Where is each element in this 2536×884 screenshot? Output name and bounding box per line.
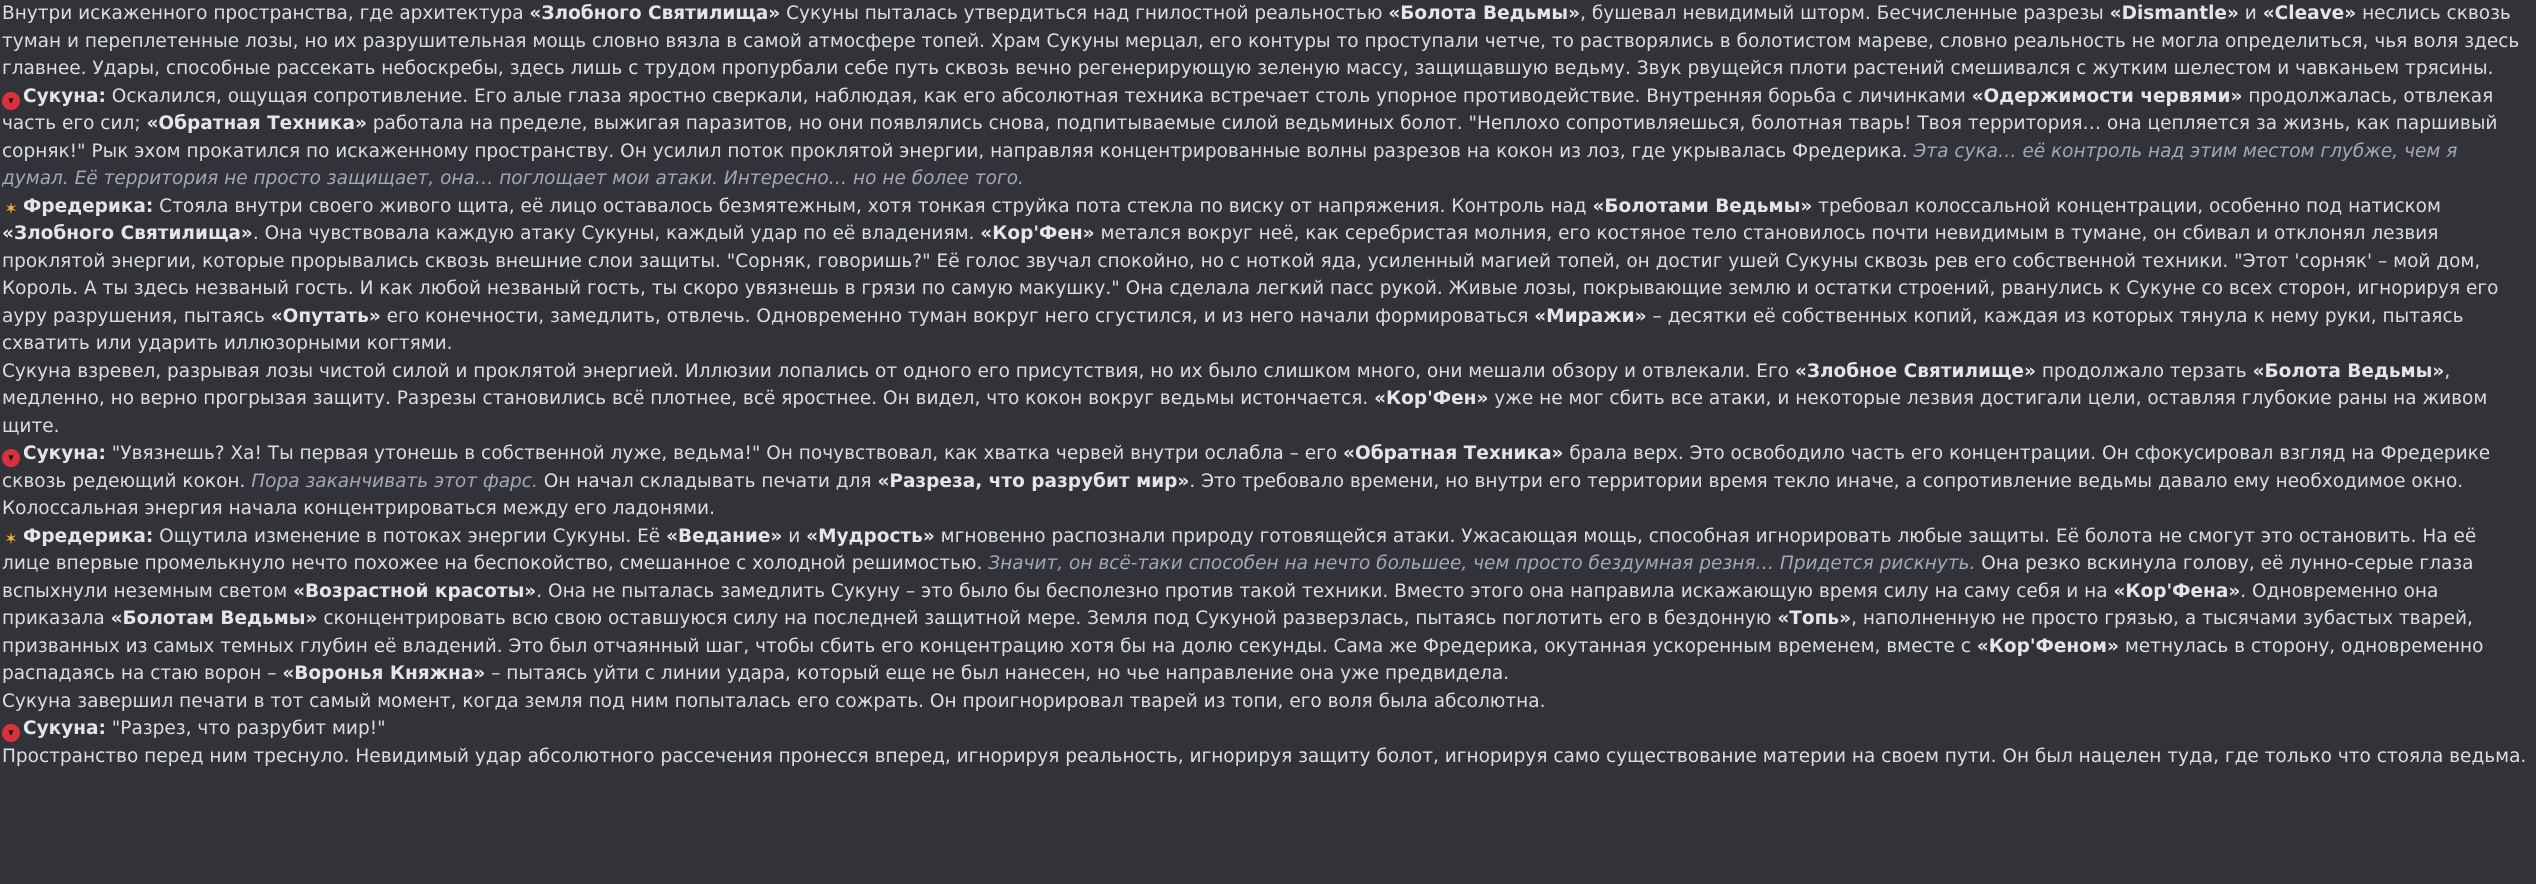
narration-text: "Увязнешь? Ха! Ты первая утонешь в собственной луже, ведьма!" Он почувствовал, как хватка червей внутри ослабла – его	[105, 443, 1344, 464]
narration-text: мгновенно распознали природу готовящейся атаки. Ужасающая мощь, способная игнорировать любые защиты. Её болота не смогут это остановить. На её лице впервые промелькнуло нечто похожее на беспокойство, смешанное с холодной решимостью.	[2, 525, 2477, 574]
technique-name: «Обратная Техника»	[1343, 443, 1564, 464]
narration-text: Сукуна взревел, разрывая лозы чистой силой и проклятой энергией. Иллюзии лопались от одного его присутствия, но их было слишком много, они мешали обзору и отвлекали. Его	[2, 360, 1795, 382]
narration-text: , медленно, но верно прогрызая защиту. Разрезы становились всё плотнее, всё яростнее. Он видел, что кокон вокруг ведьмы истончается.	[2, 360, 2451, 409]
story-paragraph	[2, 0, 2528, 83]
narration-text: – десятки её собственных копий, каждая из которых тянула к нему руки, пытаясь схватить или ударить иллюзорными когтями.	[2, 305, 2464, 354]
inner-thought: Эта сука… её контроль над этим местом глубже, чем я думал. Её территория не просто защищает, она… поглощает мои атаки. Интересно… но не более того.	[2, 140, 2458, 189]
story-paragraph	[2, 193, 2528, 358]
demon-face-icon: ▾	[2, 724, 20, 742]
technique-name: «Болотам Ведьмы»	[110, 608, 318, 629]
narration-text: Сукуны пыталась утвердиться над гнилостной реальностью	[780, 3, 1389, 24]
inner-thought: Пора заканчивать этот фарс.	[251, 470, 538, 492]
narration-text: и	[2238, 3, 2263, 24]
demon-face-icon: ▾	[2, 92, 20, 110]
technique-name: «Болотами Ведьмы»	[1592, 195, 1813, 217]
speaker-name: Сукуна:	[23, 718, 106, 739]
technique-name: «Кор'Фен»	[1374, 388, 1489, 409]
story-paragraph	[2, 688, 2528, 716]
technique-name: «Топь»	[1777, 608, 1852, 629]
technique-name: «Миражи»	[1534, 305, 1647, 327]
speaker-name: Фредерика:	[23, 195, 154, 217]
narration-text: – пытаясь уйти с линии удара, который еще не был нанесен, но чье направление она уже предвидела.	[485, 663, 1510, 684]
inner-thought: Значит, он всё-таки способен на нечто большее, чем просто бездумная резня… Придется рискнуть.	[988, 553, 1976, 574]
story-paragraph	[2, 523, 2528, 688]
technique-name: «Dismantle»	[2109, 3, 2239, 24]
mage-icon: ✶	[4, 528, 18, 548]
narration-text: сконцентрировать всю свою оставшуюся силу на последней защитной мере. Земля под Сукуной разверзлась, пытаясь поглотить его в бездонную	[317, 608, 1778, 629]
narration-text: Ощутила изменение в потоках энергии Сукуны. Её	[153, 525, 667, 547]
speaker-name: Фредерика:	[23, 525, 154, 547]
narration-text: и	[782, 525, 807, 547]
narration-text: Она резко вскинула голову, её лунно-серые глаза вспыхнули неземным светом	[2, 553, 2474, 602]
story-paragraph	[2, 83, 2528, 193]
technique-name: «Cleave»	[2262, 3, 2357, 24]
narration-text: уже не мог сбить все атаки, и некоторые лезвия достигали цели, оставляя глубокие раны на живом щите.	[2, 388, 2488, 437]
technique-name: «Кор'Фена»	[2113, 580, 2241, 602]
narration-text: Сукуна завершил печати в тот самый момент, когда земля под ним попыталась его сожрать. Он проигнорировал тварей из топи, его воля была абсолютна.	[2, 690, 1546, 712]
technique-name: «Злобное Святилище»	[1794, 360, 2036, 382]
narration-text: . Она чувствовала каждую атаку Сукуны, каждый удар по её владениям.	[252, 223, 981, 244]
technique-name: «Возрастной красоты»	[293, 580, 537, 602]
narration-text: Пространство перед ним треснуло. Невидимый удар абсолютного рассечения пронесся вперед, игнорируя реальность, игнорируя защиту болот, игнорируя само существование материи на своем пути. Он был нацелен туда, где только что стояла ведьма.	[2, 745, 2527, 767]
technique-name: «Болота Ведьмы»	[2252, 360, 2445, 382]
technique-name: «Злобного Святилища»	[2, 223, 253, 244]
narration-text: , бушевал невидимый шторм. Бесчисленные разрезы	[1580, 3, 2110, 24]
narration-text: "Разрез, что разрубит мир!"	[105, 718, 386, 739]
narration-text: Стояла внутри своего живого щита, её лицо оставалось безмятежным, хотя тонкая струйка пота стекла по виску от напряжения. Контроль над	[153, 195, 1593, 217]
speaker-name: Сукуна:	[23, 85, 106, 107]
narration-text: работала на пределе, выжигая паразитов, но они появлялись снова, подпитываемые силой ведьминых болот. "Неплохо сопротивляешься, болотная тварь! Твоя территория… она цепляется за жизнь, как паршивый сорняк!" Рык эхом прокатился по искаженному пространству. Он усилил поток проклятой энергии, направляя концентрированные волны разрезов на кокон из лоз, где укрывалась Фредерика.	[2, 113, 2498, 162]
narration-text: требовал колоссальной концентрации, особенно под натиском	[1812, 195, 2441, 217]
technique-name: «Разреза, что разрубит мир»	[877, 470, 1190, 492]
story-paragraph	[2, 440, 2528, 523]
technique-name: «Ведание»	[666, 525, 783, 547]
narration-text: метался вокруг неё, как серебристая молния, его костяное тело становилось почти невидимым в тумане, он сбивал и отклонял лезвия проклятой энергии, которые прорывались сквозь внешние слои защиты. "Сорняк, говоришь?" Её голос звучал спокойно, но с ноткой яда, усиленный магией топей, он достиг ушей Сукуны сквозь рев его собственной техники. "Этот 'сорняк' – мой дом, Король. А ты здесь незваный гость. И как любой незваный гость, ты скоро увязнешь в грязи по самую макушку." Она сделала легкий пасс рукой. Живые лозы, покрывающие землю и остатки строений, рванулись к Сукуне со всех сторон, игнорируя его ауру разрушения, пытаясь	[2, 223, 2499, 327]
narration-text: Оскалился, ощущая сопротивление. Его алые глаза яростно сверкали, наблюдая, как его абсолютная техника встречает столь упорное противодействие. Внутренняя борьба с личинками	[105, 85, 1972, 107]
narration-text: продолжалась, отвлекая часть его сил;	[2, 85, 2494, 134]
technique-name: «Обратная Техника»	[146, 113, 367, 134]
technique-name: «Воронья Княжна»	[282, 663, 486, 684]
narration-text: . Она не пыталась замедлить Сукуну – это было бы бесполезно против такой техники. Вместо этого она направила искажающую время силу на саму себя и на	[536, 580, 2114, 602]
narration-text: Он начал складывать печати для	[537, 470, 878, 492]
narration-text: брала верх. Это освободило часть его концентрации. Он сфокусировал взгляд на Фредерике сквозь редеющий кокон.	[2, 443, 2491, 492]
narration-text: его конечности, замедлить, отвлечь. Одновременно туман вокруг него сгустился, и из него начали формироваться	[380, 305, 1535, 327]
speaker-name: Сукуна:	[23, 443, 106, 464]
narration-text: , наполненную не просто грязью, а тысячами зубастых тварей, призванных из самых темных глубин её владений. Это был отчаянный шаг, чтобы сбить его концентрацию хотя бы на долю секунды. Сама же Фредерика, окутанная ускоренным временем, вместе с	[2, 608, 2473, 657]
technique-name: «Одержимости червями»	[1971, 85, 2243, 107]
narration-text: продолжало терзать	[2035, 360, 2253, 382]
technique-name: «Мудрость»	[806, 525, 935, 547]
narration-text: Внутри искаженного пространства, где архитектура	[2, 3, 530, 24]
demon-face-icon: ▾	[2, 449, 20, 467]
mage-icon: ✶	[4, 198, 18, 218]
story-paragraph	[2, 715, 2528, 743]
narration-text: метнулась в сторону, одновременно распадаясь на стаю ворон –	[2, 635, 2484, 684]
narration-text: неслись сквозь туман и переплетенные лозы, но их разрушительная мощь словно вязла в самой атмосфере топей. Храм Сукуны мерцал, его контуры то проступали четче, то растворялись в болотистом мареве, словно реальность не могла определиться, чья воля здесь главнее. Удары, способные рассекать небоскребы, здесь лишь с трудом пропурбали себе путь сквозь вечно регенерирующую зеленую массу, защищавшую ведьму. Звук рвущейся плоти растений смешивался с жутким шелестом и чавканьем трясины.	[2, 3, 2520, 79]
story-paragraph	[2, 743, 2528, 771]
technique-name: «Опутать»	[270, 305, 381, 327]
technique-name: «Злобного Святилища»	[529, 3, 781, 24]
narration-text: . Это требовало времени, но внутри его территории время текло иначе, а сопротивление ведьмы давало ему необходимое окно. Колоссальная энергия начала концентрироваться между его ладонями.	[2, 470, 2464, 519]
technique-name: «Болота Ведьмы»	[1388, 3, 1581, 24]
technique-name: «Кор'Фен»	[980, 223, 1095, 244]
story-paragraph	[2, 358, 2528, 441]
technique-name: «Кор'Феном»	[1976, 635, 2119, 657]
narration-text: . Одновременно она приказала	[2, 580, 2439, 629]
